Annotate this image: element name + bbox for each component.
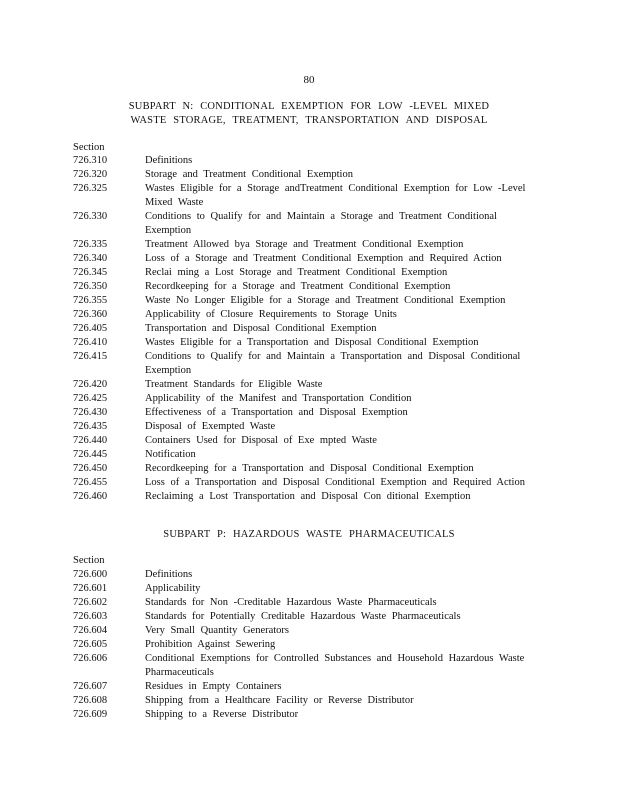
section-title: Residues in Empty Containers (145, 681, 282, 692)
section-entry (73, 448, 543, 462)
section-title: Treatment Allowed bya Storage and Treatment Conditional Exemption (145, 239, 464, 250)
section-number: 726.420 (73, 379, 108, 390)
section-entry (73, 182, 543, 210)
subpart-p-heading-line1: SUBPART P: HAZARDOUS WASTE PHARMACEUTICALS (163, 529, 455, 540)
section-entry (73, 168, 543, 182)
section-number: 726.350 (73, 281, 108, 292)
section-title: Transportation and Disposal Conditional Exemption (145, 323, 377, 334)
section-entry (73, 638, 543, 652)
section-entry (73, 476, 543, 490)
section-entry (73, 336, 543, 350)
section-title: Recordkeeping for a Storage and Treatment Conditional Exemption (145, 281, 451, 292)
section-number: 726.360 (73, 309, 108, 320)
section-number: 726.405 (73, 323, 108, 334)
section-number: 726.435 (73, 421, 108, 432)
section-number: 726.430 (73, 407, 108, 418)
section-number: 726.415 (73, 351, 108, 362)
section-entry (73, 420, 543, 434)
section-entry (73, 266, 543, 280)
section-number: 726.410 (73, 337, 108, 348)
section-entry (73, 694, 543, 708)
section-number: 726.335 (73, 239, 108, 250)
section-entry (73, 294, 543, 308)
section-title: Reclai ming a Lost Storage and Treatment Conditional Exemption (145, 267, 448, 278)
section-entry (73, 322, 543, 336)
section-number: 726.604 (73, 625, 108, 636)
section-entry (73, 280, 543, 294)
section-number: 726.602 (73, 597, 108, 608)
section-entry (73, 378, 543, 392)
section-number: 726.340 (73, 253, 108, 264)
section-number: 726.609 (73, 709, 108, 720)
section-number: 726.606 (73, 653, 108, 664)
section-entry (73, 680, 543, 694)
section-number: 726.345 (73, 267, 108, 278)
subpart-n-section-label: Section (73, 142, 105, 153)
section-number: 726.460 (73, 491, 108, 502)
section-number: 726.455 (73, 477, 108, 488)
section-entry (73, 154, 543, 168)
section-title: Shipping from a Healthcare Facility or Reverse Distributor (145, 695, 414, 706)
section-title: Reclaiming a Lost Transportation and Disposal Con ditional Exemption (145, 491, 471, 502)
section-number: 726.607 (73, 681, 108, 692)
section-number: 726.310 (73, 155, 108, 166)
section-entry (73, 238, 543, 252)
section-entry (73, 392, 543, 406)
subpart-n-heading (0, 100, 618, 128)
section-entry (73, 652, 543, 680)
section-entry (73, 596, 543, 610)
section-number: 726.330 (73, 211, 108, 222)
section-number: 726.605 (73, 639, 108, 650)
section-entry (73, 210, 543, 238)
section-entry (73, 610, 543, 624)
section-entry (73, 350, 543, 378)
section-title: Shipping to a Reverse Distributor (145, 709, 299, 720)
section-title: Treatment Standards for Eligible Waste (145, 379, 323, 390)
section-title: Conditions to Qualify for and Maintain a Transportation and Disposal Conditional Exemption (145, 351, 521, 376)
section-title: Conditions to Qualify for and Maintain a Storage and Treatment Conditional Exemption (145, 211, 497, 236)
subpart-n-section-list (73, 154, 543, 504)
section-title: Definitions (145, 155, 193, 166)
section-entry (73, 308, 543, 322)
section-title: Definitions (145, 569, 193, 580)
section-entry (73, 568, 543, 582)
section-title: Standards for Non -Creditable Hazardous Waste Pharmaceuticals (145, 597, 437, 608)
section-number: 726.325 (73, 183, 108, 194)
subpart-p-heading (0, 528, 618, 542)
section-entry (73, 708, 543, 722)
subpart-p-section-list (73, 568, 543, 722)
subpart-n-heading-line2: WASTE STORAGE, TREATMENT, TRANSPORTATION AND DISPOSAL (130, 115, 488, 126)
section-title: Wastes Eligible for a Storage andTreatment Conditional Exemption for Low -Level Mixed Waste (145, 183, 526, 208)
section-number: 726.450 (73, 463, 108, 474)
section-title: Loss of a Storage and Treatment Conditional Exemption and Required Action (145, 253, 502, 264)
section-number: 726.425 (73, 393, 108, 404)
section-entry (73, 406, 543, 420)
section-title: Applicability of Closure Requirements to Storage Units (145, 309, 397, 320)
section-title: Applicability of the Manifest and Transportation Condition (145, 393, 412, 404)
section-entry (73, 582, 543, 596)
page-number: 80 (303, 74, 315, 86)
section-title: Wastes Eligible for a Transportation and Disposal Conditional Exemption (145, 337, 479, 348)
section-number: 726.320 (73, 169, 108, 180)
section-entry (73, 462, 543, 476)
section-title: Waste No Longer Eligible for a Storage and Treatment Conditional Exemption (145, 295, 506, 306)
section-title: Containers Used for Disposal of Exe mpted Waste (145, 435, 377, 446)
section-entry (73, 434, 543, 448)
section-title: Prohibition Against Sewering (145, 639, 276, 650)
section-title: Notification (145, 449, 196, 460)
section-number: 726.445 (73, 449, 108, 460)
subpart-n-heading-line1: SUBPART N: CONDITIONAL EXEMPTION FOR LOW -LEVEL MIXED (128, 101, 490, 112)
section-title: Disposal of Exempted Waste (145, 421, 276, 432)
section-title: Very Small Quantity Generators (145, 625, 290, 636)
section-title: Storage and Treatment Conditional Exemption (145, 169, 353, 180)
section-entry (73, 624, 543, 638)
section-number: 726.355 (73, 295, 108, 306)
section-title: Effectiveness of a Transportation and Disposal Exemption (145, 407, 408, 418)
section-number: 726.601 (73, 583, 108, 594)
section-title: Applicability (145, 583, 201, 594)
subpart-p-section-label: Section (73, 555, 105, 566)
section-number: 726.608 (73, 695, 108, 706)
section-title: Conditional Exemptions for Controlled Substances and Household Hazardous Waste Pharmaceuticals (145, 653, 525, 678)
section-number: 726.600 (73, 569, 108, 580)
section-entry (73, 252, 543, 266)
section-title: Standards for Potentially Creditable Hazardous Waste Pharmaceuticals (145, 611, 461, 622)
section-entry (73, 490, 543, 504)
section-number: 726.603 (73, 611, 108, 622)
section-title: Recordkeeping for a Transportation and Disposal Conditional Exemption (145, 463, 474, 474)
section-number: 726.440 (73, 435, 108, 446)
section-title: Loss of a Transportation and Disposal Conditional Exemption and Required Action (145, 477, 525, 488)
